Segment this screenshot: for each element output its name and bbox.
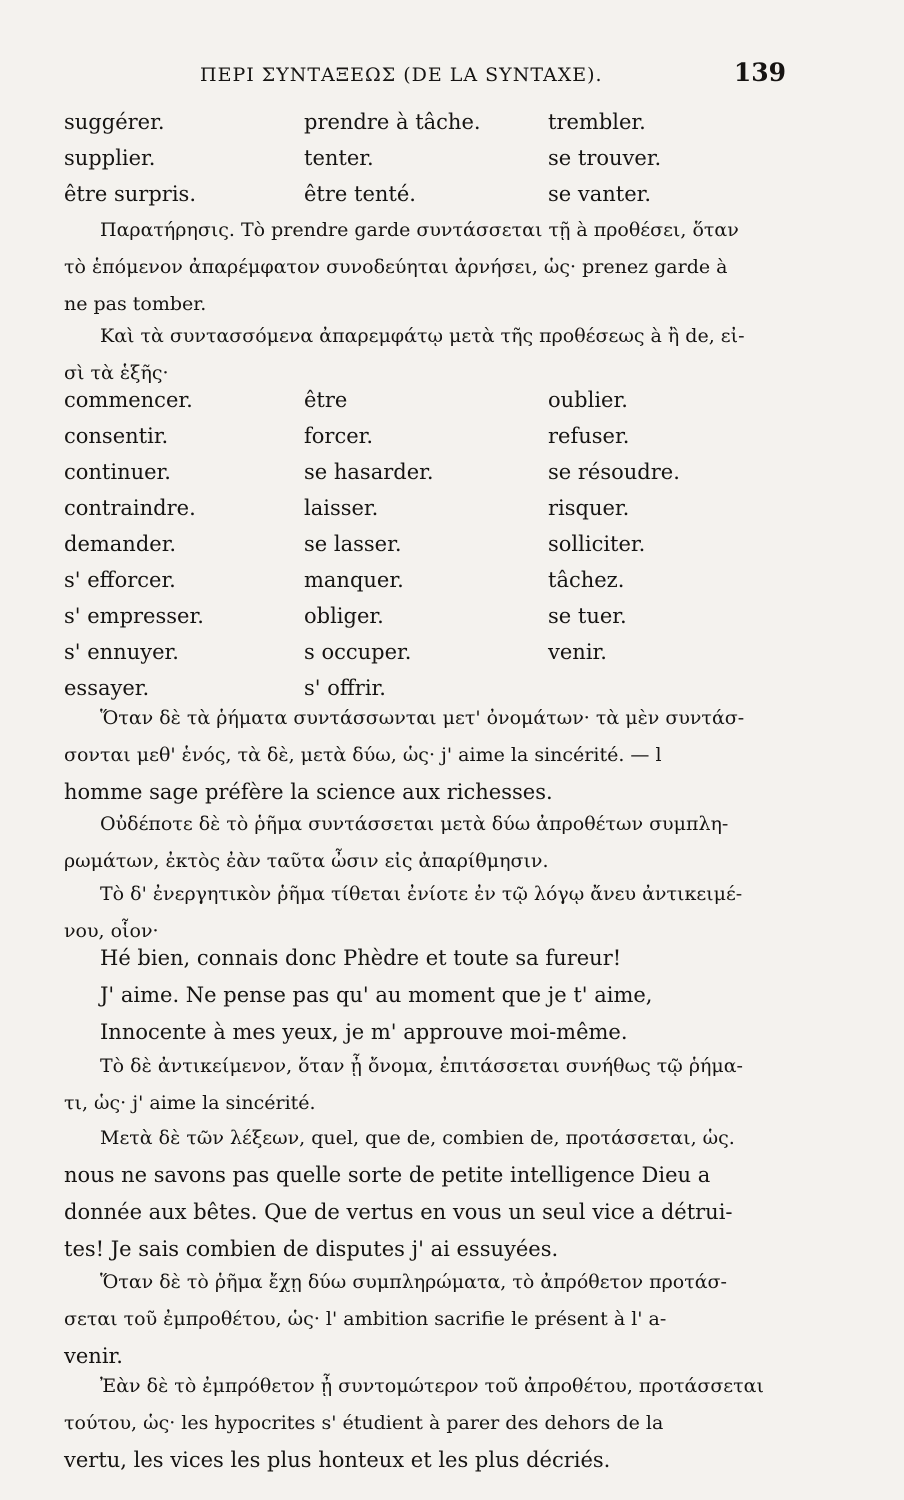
text-line: Ὅταν δὲ τὸ ῥῆμα ἔχῃ δύω συμπληρώματα, τὸ ἀπρόθετον προτάσ- — [100, 1271, 727, 1293]
text-line: σεται τοῦ ἐμπροθέτου, ὡς· l' ambition sacrifie le présent à l' a- — [64, 1308, 667, 1330]
verb-entry: laisser. — [304, 496, 379, 520]
verb-list-row — [64, 146, 764, 182]
running-head: ΠΕΡΙ ΣΥΝΤΑΞΕΩΣ (DE LA SYNTAXE). — [200, 64, 603, 86]
verb-list-2 — [64, 388, 764, 712]
text-line: Μετὰ δὲ τῶν λέξεων, quel, que de, combien de, προτάσσεται, ὡς. — [100, 1127, 735, 1149]
verb-entry: être — [304, 388, 348, 412]
verb-entry: s' offrir. — [304, 676, 386, 700]
verb-entry: obliger. — [304, 604, 384, 628]
verb-entry: suggérer. — [64, 110, 165, 134]
verb-entry: venir. — [548, 640, 607, 664]
verb-entry: s' empresser. — [64, 604, 204, 628]
verb-entry: s' efforcer. — [64, 568, 176, 592]
verb-entry: prendre à tâche. — [304, 110, 481, 134]
verb-entry: forcer. — [304, 424, 374, 448]
verb-entry: commencer. — [64, 388, 193, 412]
text-line: tes! Je sais combien de disputes j' ai essuyées. — [64, 1237, 559, 1261]
text-line: σονται μεθ' ἑνός, τὰ δὲ, μετὰ δύω, ὡς· j' aime la sincérité. — l — [64, 744, 662, 766]
text-line: Ἐὰν δὲ τὸ ἐμπρόθετον ᾖ συντομώτερον τοῦ ἀπροθέτου, προτάσσεται — [100, 1375, 764, 1397]
page-header — [100, 58, 790, 98]
text-line: νου, οἷον· — [64, 920, 159, 942]
verb-list-row — [64, 110, 764, 146]
paragraph-never-two-complements — [64, 806, 786, 880]
verb-entry: se trouver. — [548, 146, 662, 170]
verb-entry: essayer. — [64, 676, 150, 700]
text-line: donnée aux bêtes. Que de vertus en vous un seul vice a détrui- — [64, 1200, 733, 1224]
verse-quotation — [100, 940, 790, 1051]
verb-entry: tâchez. — [548, 568, 625, 592]
verb-entry: consentir. — [64, 424, 169, 448]
paragraph-active-verb — [64, 876, 786, 950]
text-line: σὶ τὰ ἑξῆς· — [64, 362, 169, 384]
text-line: nous ne savons pas quelle sorte de petite intelligence Dieu a — [64, 1163, 711, 1187]
verb-entry: risquer. — [548, 496, 630, 520]
verse-line: J' aime. Ne pense pas qu' au moment que je t' aime, — [100, 983, 653, 1007]
verb-entry: se vanter. — [548, 182, 652, 206]
text-line: homme sage préfère la science aux richesses. — [64, 780, 553, 804]
verb-entry: contraindre. — [64, 496, 196, 520]
text-line: Τὸ δὲ ἀντικείμενον, ὅταν ᾖ ὄνομα, ἐπιτάσσεται συνήθως τῷ ῥήμα- — [100, 1055, 743, 1077]
verb-list-row — [64, 532, 764, 568]
verb-entry: se lasser. — [304, 532, 402, 556]
text-line: venir. — [64, 1344, 123, 1368]
text-line: τι, ὡς· j' aime la sincérité. — [64, 1092, 316, 1114]
verb-entry: trembler. — [548, 110, 646, 134]
text-line: ρωμάτων, ἐκτὸς ἐὰν ταῦτα ὦσιν εἰς ἀπαρίθμησιν. — [64, 850, 549, 872]
verb-list-row — [64, 424, 764, 460]
paragraph-remark — [64, 212, 786, 323]
text-line: Παρατήρησις. Τὸ prendre garde συντάσσεται τῇ à προθέσει, ὅταν — [100, 219, 739, 241]
paragraph-verbs-with-nouns — [64, 700, 786, 811]
text-line: τούτου, ὡς· les hypocrites s' étudient à parer des dehors de la — [64, 1412, 664, 1434]
text-line: Καὶ τὰ συντασσόμενα ἀπαρεμφάτῳ μετὰ τῆς προθέσεως à ἢ de, εἰ- — [100, 325, 745, 347]
verb-entry: se tuer. — [548, 604, 627, 628]
verb-entry: tenter. — [304, 146, 374, 170]
verb-list-row — [64, 496, 764, 532]
verb-entry: s' ennuyer. — [64, 640, 179, 664]
verb-entry: s occuper. — [304, 640, 412, 664]
verb-list-row — [64, 640, 764, 676]
verb-list-row — [64, 604, 764, 640]
paragraph-object — [64, 1048, 786, 1122]
verb-entry: demander. — [64, 532, 177, 556]
text-line: τὸ ἑπόμενον ἀπαρέμφατον συνοδεύηται ἀρνήσει, ὡς· prenez garde à — [64, 256, 728, 278]
text-line: Ὅταν δὲ τὰ ῥήματα συντάσσωνται μετ' ὀνομάτων· τὰ μὲν συντάσ- — [100, 707, 745, 729]
verb-entry: être surpris. — [64, 182, 196, 206]
verse-line: Innocente à mes yeux, je m' approuve moi-même. — [100, 1020, 628, 1044]
verb-entry: refuser. — [548, 424, 630, 448]
text-line: Οὐδέποτε δὲ τὸ ῥῆμα συντάσσεται μετὰ δύω ἀπροθέτων συμπλη- — [100, 813, 729, 835]
paragraph-two-complements — [64, 1264, 786, 1375]
verb-list-row — [64, 460, 764, 496]
verb-entry: continuer. — [64, 460, 171, 484]
verb-entry: se hasarder. — [304, 460, 434, 484]
paragraph-infinitive-verbs — [64, 318, 786, 392]
verb-entry: manquer. — [304, 568, 404, 592]
verb-list-row — [64, 388, 764, 424]
verse-line: Hé bien, connais donc Phèdre et toute sa fureur! — [100, 946, 622, 970]
paragraph-prepositional-first — [64, 1368, 786, 1479]
verb-list-1 — [64, 110, 764, 218]
verb-entry: se résoudre. — [548, 460, 680, 484]
verb-entry: solliciter. — [548, 532, 646, 556]
text-line: vertu, les vices les plus honteux et les plus décriés. — [64, 1448, 611, 1472]
text-line: ne pas tomber. — [64, 293, 207, 315]
verb-entry: supplier. — [64, 146, 156, 170]
verb-list-row — [64, 568, 764, 604]
paragraph-quel-que-de — [64, 1120, 786, 1268]
verb-entry: oublier. — [548, 388, 628, 412]
verb-entry: être tenté. — [304, 182, 416, 206]
text-line: Τὸ δ' ἐνεργητικὸν ῥῆμα τίθεται ἐνίοτε ἐν τῷ λόγῳ ἄνευ ἀντικειμέ- — [100, 883, 743, 905]
page-number: 139 — [733, 58, 786, 87]
